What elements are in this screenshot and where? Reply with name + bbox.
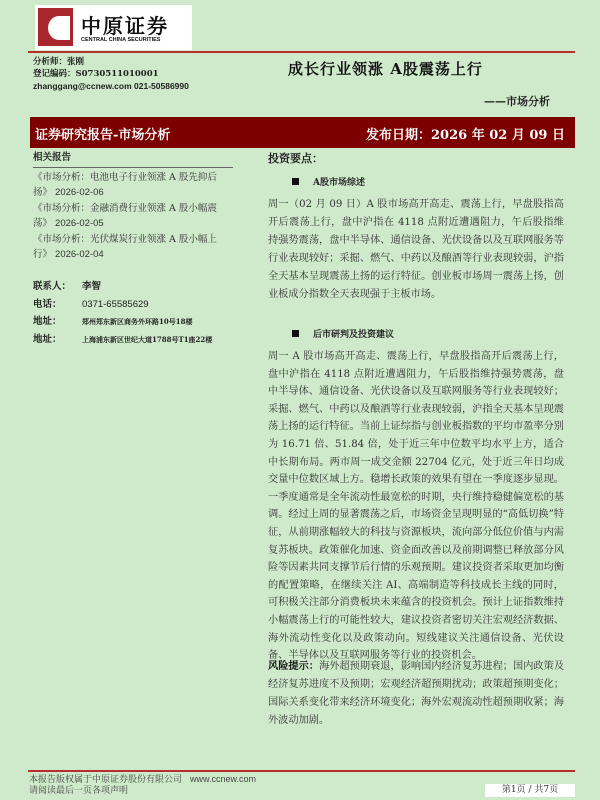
page-indicator: 第1页 / 共7页 — [485, 784, 575, 797]
analyst-reg: 登记编码：S0730511010001 — [33, 69, 159, 79]
publish-date: 发布日期：2026 年 02 月 09 日 — [366, 128, 565, 143]
related-report-item[interactable] — [33, 170, 233, 201]
analyst-name: 分析师：张刚 — [33, 57, 85, 67]
phone: 0371-65585629 — [82, 298, 149, 310]
logo-en: CENTRAL CHINA SECURITIES — [81, 37, 161, 43]
section-title: A股市场综述 — [313, 178, 365, 188]
market-summary-text: 周一（02 月 09 日）A 股市场高开高走、震荡上行，早盘股指高开后震荡上行，盘中沪指在 4118 点附近遭遇阻力，午后股指维持强势震荡，盘中半导体、通信设备、光伏设备以及互联网服务等行业表现较好；采掘、燃气、中药以及酿酒等行业表现较弱，沪指全天基本呈现震荡上扬的运行特征。创业板市场周一震荡上扬，创业板成分指数全天表现强于主板市场。 — [268, 199, 564, 300]
address-1: 郑州郑东新区商务外环路10号18楼 — [82, 317, 193, 326]
logo-mark-icon — [38, 8, 73, 46]
company-logo — [35, 5, 192, 50]
footer-notice: 请阅读最后一页各项声明 — [29, 786, 129, 796]
risk-warning — [268, 657, 564, 730]
key-points-heading: 投资要点： — [268, 152, 323, 165]
bullet-square-icon — [292, 178, 299, 185]
address-label: 地址： — [33, 333, 62, 345]
section-title: 后市研判及投资建议 — [313, 330, 395, 340]
related-report-title: 《市场分析：金融消费行业领涨 A 股小幅震荡》 — [33, 202, 217, 229]
footer-url[interactable]: www.ccnew.com — [190, 774, 257, 784]
copyright-text: 本报告版权属于中原证券股份有限公司 — [29, 775, 183, 785]
related-reports — [33, 150, 233, 263]
section-heading — [292, 326, 564, 344]
bullet-square-icon — [292, 330, 299, 337]
header-divider — [28, 51, 575, 53]
report-subtitle: ——市场分析 — [484, 95, 550, 108]
contact-person: 李智 — [82, 281, 102, 292]
address-label: 地址： — [33, 316, 62, 327]
footer-copyright — [29, 774, 256, 786]
analyst-info — [33, 56, 189, 92]
related-heading: 相关报告 — [33, 150, 233, 168]
risk-label: 风险提示： — [268, 660, 320, 672]
footer-divider — [28, 770, 575, 772]
logo-cn: 中原证券 — [81, 14, 169, 38]
address-2: 上海浦东新区世纪大道1788号T1座22楼 — [82, 334, 213, 344]
risk-text: 海外超预期衰退，影响国内经济复苏进程；国内政策及经济复苏进度不及预期；宏观经济超预期扰动；政策超预期变化；国际关系变化带来经济环境变化；海外宏观流动性超预期收紧；海外波动加剧。 — [268, 661, 565, 726]
related-report-item[interactable] — [33, 232, 233, 263]
related-report-date: 2026-02-05 — [55, 218, 104, 229]
related-report-date: 2026-02-04 — [55, 249, 104, 260]
report-band — [30, 117, 575, 148]
contact-info — [33, 278, 212, 348]
outlook-text: 周一 A 股市场高开高走、震荡上行，早盘股指高开后震荡上行，盘中沪指在 4118 点附近遭遇阻力，午后股指维持强势震荡，盘中半导体、通信设备、光伏设备以及互联网服务等行业表现较好；采掘、燃气、中药以及酿酒等行业表现较弱，沪指全天基本呈现震荡上扬的运行特征。当前上证综指与创业板指数的平均市盈率分别为 16.71 倍、51.84 倍，处于近三年中位数平均水平上方，适合中长期布局。两市周一成交金额 22704 亿元，处于近三年日均成交量中位数区域上方。稳增长政策的效果有望在一季度逐步显现。一季度通常是全年流动性最宽松的时期，央行维持稳健偏宽松的基调。经过上周的显著震荡之后，市场资金呈现明显的“高低切换”特征，从前期涨幅较大的科技与资源板块，流向部分低位价值与内需复苏板块。政策催化加速、资金面改善以及前期调整已释放部分风险等因素共同支撑节后行情的乐观预期。建议投资者采取更加均衡的配置策略，在继续关注 AI、高端制造等科技成长主线的同时，可积极关注部分消费板块未来蕴含的投资机会。预计上证指数维持小幅震荡上行的可能性较大，建议投资者密切关注宏观经济数据、海外流动性变化以及政策动向。短线建议关注通信设备、光伏设备、半导体以及互联网服务等行业的投资机会。 — [268, 351, 564, 662]
main-content — [268, 150, 564, 675]
report-title: 成长行业领涨 A股震荡上行 — [288, 60, 483, 78]
phone-label: 电话： — [33, 298, 62, 310]
contact-person-label: 联系人： — [33, 281, 72, 292]
related-report-title: 《市场分析：电池电子行业领涨 A 股先抑后扬》 — [33, 171, 217, 198]
related-report-item[interactable] — [33, 201, 233, 232]
report-type: 证券研究报告-市场分析 — [35, 128, 171, 143]
section-heading — [292, 174, 564, 192]
related-report-date: 2026-02-06 — [55, 187, 104, 198]
analyst-contact: zhanggang@ccnew.com 021-50586990 — [33, 81, 189, 91]
related-report-title: 《市场分析：光伏煤炭行业领涨 A 股小幅上行》 — [33, 233, 217, 260]
